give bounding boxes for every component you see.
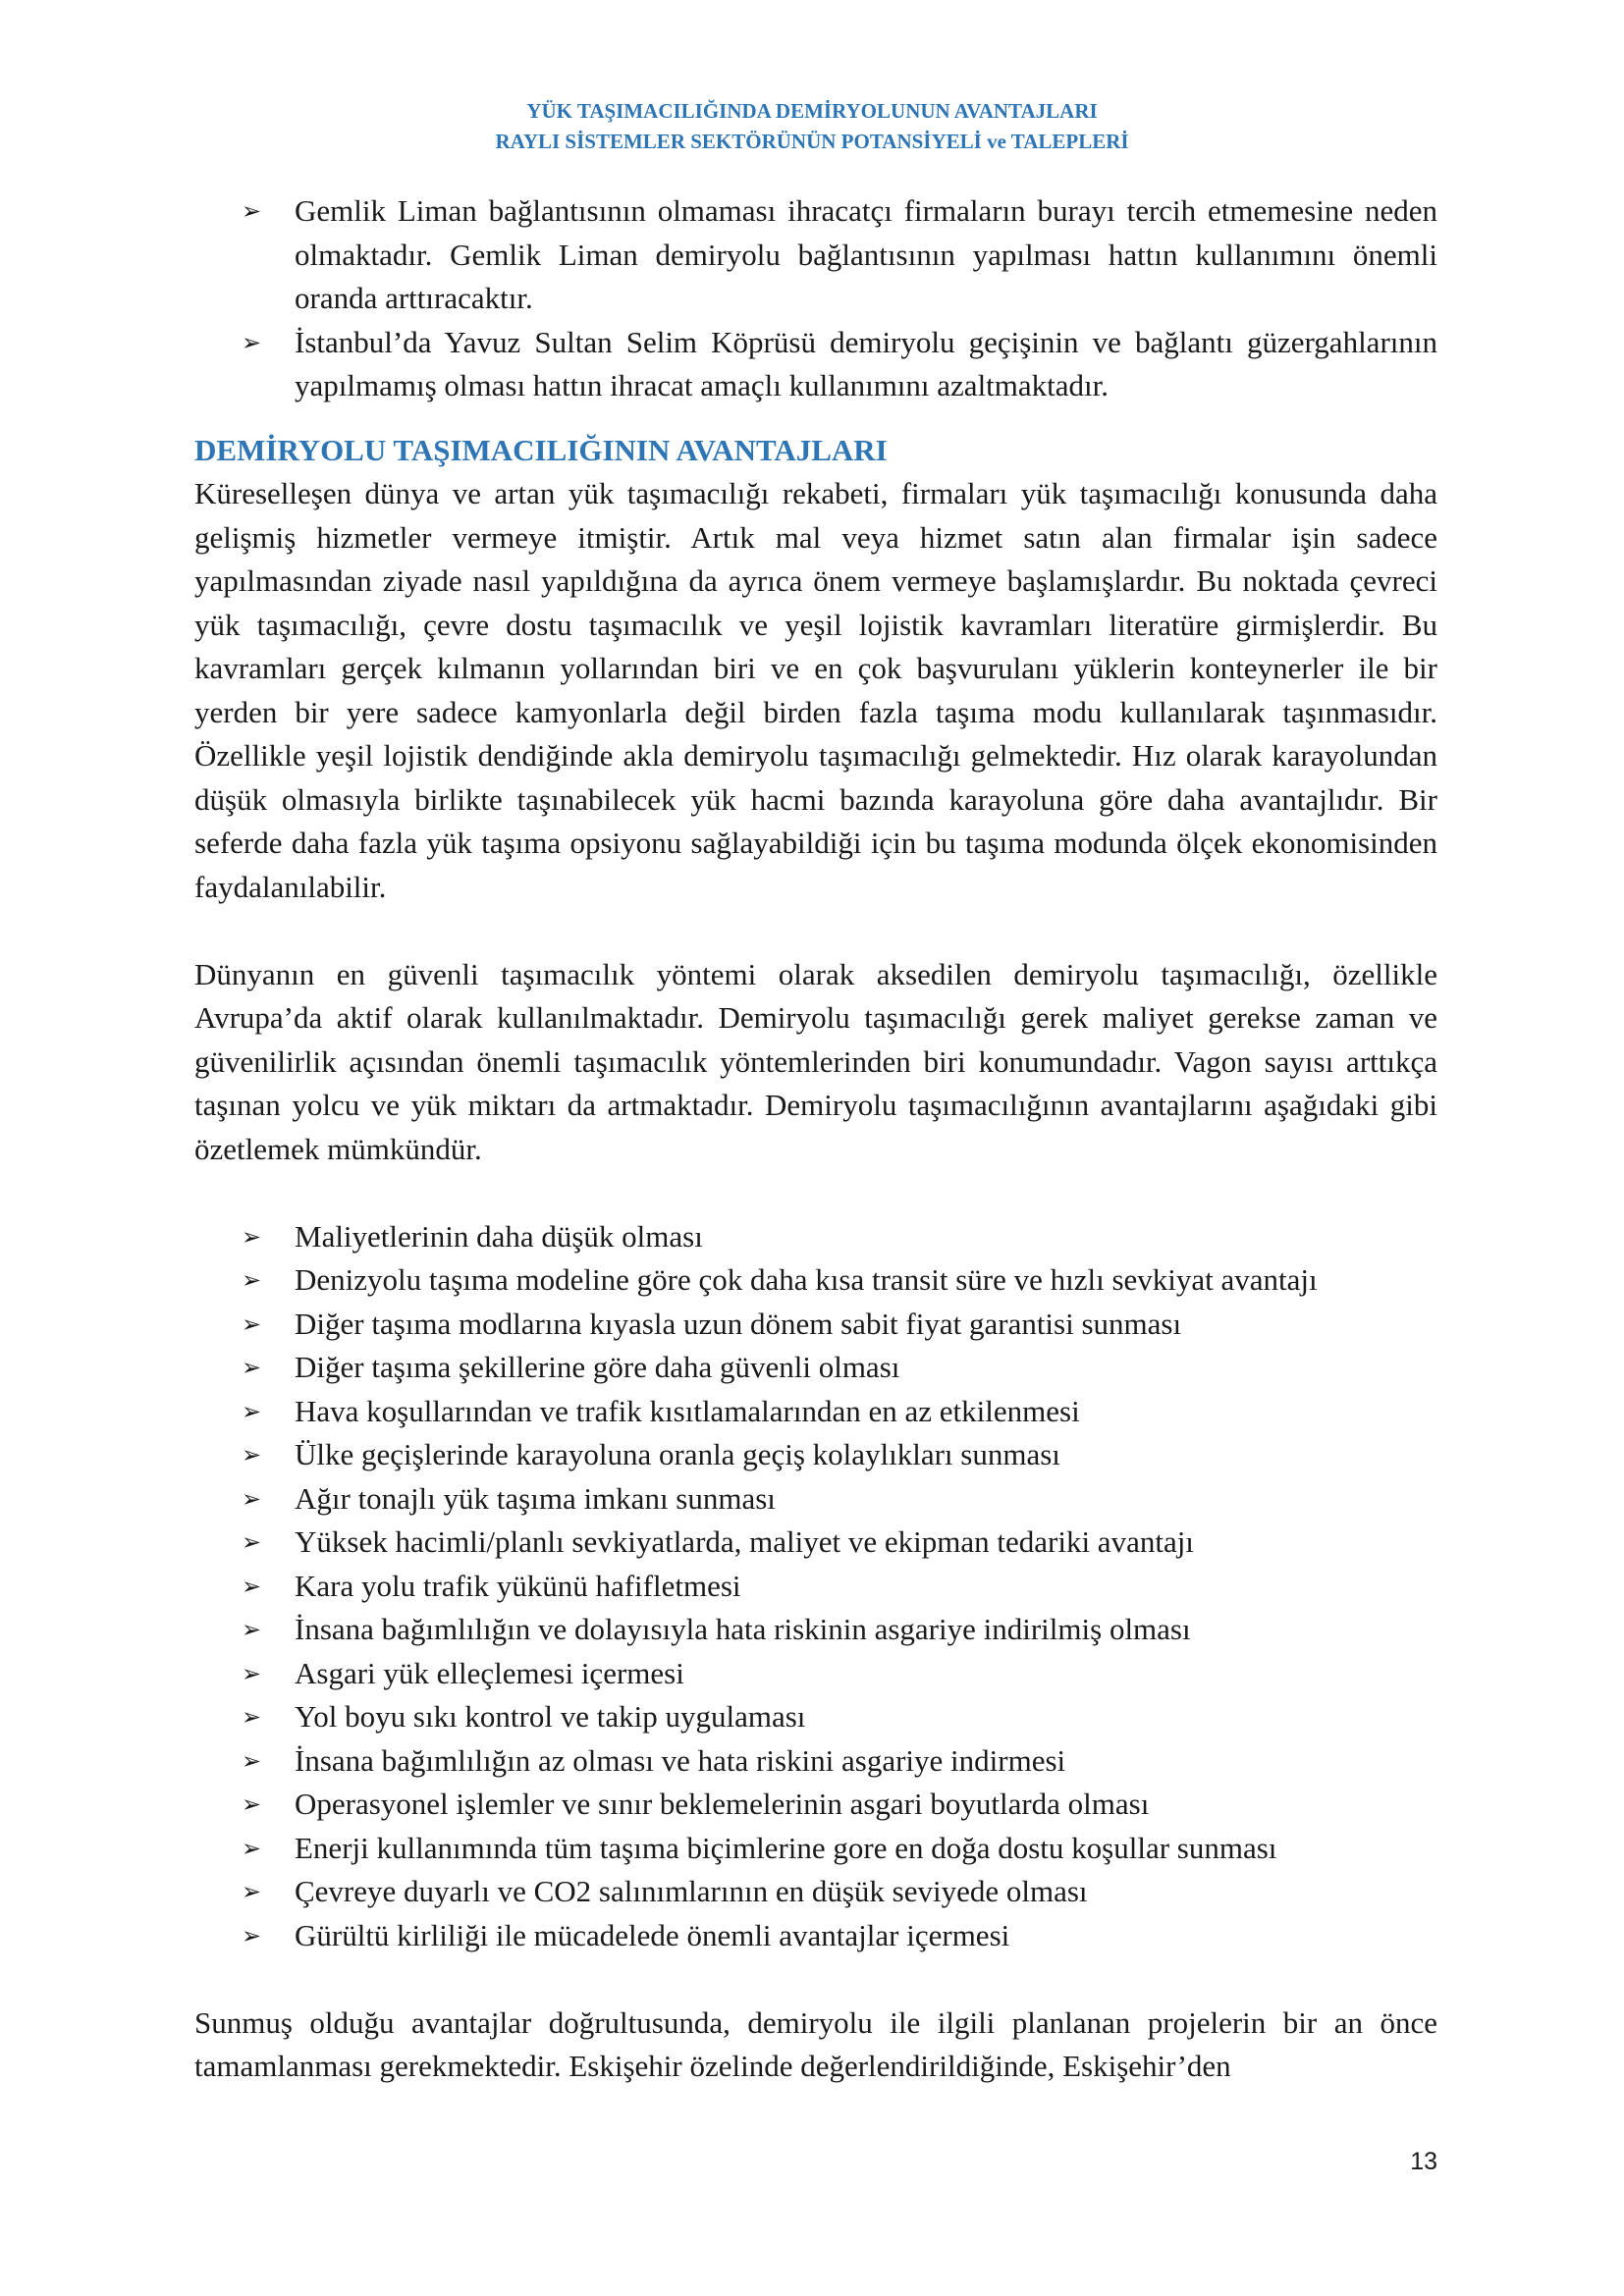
- arrowhead-bullet-icon: ➢: [242, 1441, 262, 1468]
- arrowhead-bullet-icon: ➢: [242, 1746, 262, 1775]
- arrowhead-bullet-icon: ➢: [242, 1266, 262, 1294]
- list-item: [194, 1870, 1437, 1914]
- arrowhead-bullet-icon: ➢: [242, 1659, 262, 1687]
- arrowhead-bullet-icon: ➢: [242, 1878, 262, 1905]
- paragraph-2: Dünyanın en güvenli taşımacılık yöntemi olarak aksedilen demiryolu taşımacılığı, özellikle Avrupa’da aktif olarak kullanılmaktadır. Demiryolu taşımacılığı gerek maliyet gerekse zaman ve güvenilirlik açısından önemli taşımacılık yöntemlerinden biri konumundadır. Vagon sayısı arttıkça taşınan yolcu ve yük miktarı da artmaktadır. Demiryolu taşımacılığının avantajlarını aşağıdaki gibi özetlemek mümkündür.: [194, 956, 1437, 1166]
- list-item: [194, 1565, 1437, 1609]
- list-item-text: İstanbul’da Yavuz Sultan Selim Köprüsü demiryolu geçişinin ve bağlantı güzergahlarının yapılmamış olması hattın ihracat amaçlı kullanımını azaltmaktadır.: [295, 324, 1437, 402]
- list-item: [194, 1914, 1437, 1958]
- paragraph-spacer: [194, 1957, 1437, 2002]
- arrowhead-bullet-icon: ➢: [242, 1528, 262, 1556]
- list-item: [194, 1258, 1437, 1303]
- list-item: [194, 1521, 1437, 1565]
- list-item-text: Operasyonel işlemler ve sınır beklemelerinin asgari boyutlarda olması: [295, 1787, 1150, 1821]
- arrowhead-bullet-icon: ➢: [242, 1397, 262, 1425]
- list-item: [194, 1783, 1437, 1827]
- list-item-text: Enerji kullanımında tüm taşıma biçimlerine gore en doğa dostu koşullar sunması: [295, 1830, 1277, 1865]
- list-item: [194, 1695, 1437, 1739]
- running-header: [0, 96, 1624, 157]
- arrowhead-bullet-icon: ➢: [242, 1834, 262, 1862]
- list-item: [194, 1739, 1437, 1784]
- page-number: 13: [1410, 2148, 1437, 2175]
- arrowhead-bullet-icon: ➢: [242, 1484, 262, 1513]
- arrowhead-bullet-icon: ➢: [242, 1703, 262, 1731]
- list-item: [194, 1433, 1437, 1477]
- advantages-list: [194, 1215, 1437, 1958]
- arrowhead-bullet-icon: ➢: [242, 1921, 262, 1949]
- list-item-text: İnsana bağımlılığın az olması ve hata riskini asgariye indirmesi: [295, 1742, 1066, 1778]
- list-item-text: Gürültü kirliliği ile mücadelede önemli avantajlar içermesi: [295, 1917, 1010, 1952]
- main-content: [194, 189, 1437, 2089]
- list-item-text: Yol boyu sıkı kontrol ve takip uygulaması: [295, 1699, 806, 1734]
- list-item: [194, 1390, 1437, 1434]
- list-item-text: Yüksek hacimli/planlı sevkiyatlarda, maliyet ve ekipman tedariki avantajı: [295, 1524, 1194, 1559]
- arrowhead-bullet-icon: ➢: [242, 1354, 262, 1381]
- header-line-1: YÜK TAŞIMACILIĞINDA DEMİRYOLUNUN AVANTAJLARI: [526, 99, 1098, 123]
- list-item-text: Diğer taşıma modlarına kıyasla uzun dönem sabit fiyat garantisi sunması: [295, 1306, 1182, 1341]
- list-item: [194, 1303, 1437, 1347]
- paragraph-spacer: [194, 909, 1437, 953]
- list-item: [194, 1608, 1437, 1652]
- list-item-text: Ülke geçişlerinde karayoluna oranla geçiş kolaylıkları sunması: [295, 1437, 1060, 1471]
- paragraph-1: Küreselleşen dünya ve artan yük taşımacılığı rekabeti, firmaları yük taşımacılığı konusunda daha gelişmiş hizmetler vermeye itmiştir. Artık mal veya hizmet satın alan firmalar işin sadece yapılmasından ziyade nasıl yapıldığına da ayrıca önem vermeye başlamışlardır. Bu noktada çevreci yük taşımacılığı, çevre dostu taşımacılık ve yeşil lojistik kavramları literatüre girmişlerdir. Bu kavramları gerçek kılmanın yollarından biri ve en çok başvurulanı yüklerin konteynerler ile bir yerden bir yere sadece kamyonlarla değil birden fazla taşıma modu kullanılarak taşınmasıdır. Özellikle yeşil lojistik dendiğinde akla demiryolu taşımacılığı gelmektedir. Hız olarak karayolundan düşük olmasıyla birlikte taşınabilecek yük hacmi bazında karayoluna göre daha avantajlıdır. Bir seferde daha fazla yük taşıma opsiyonu sağlayabildiği için bu taşıma modunda ölçek ekonomisinden faydalanılabilir.: [194, 476, 1437, 904]
- list-item-text: Kara yolu trafik yükünü hafifletmesi: [295, 1568, 741, 1603]
- list-item: [194, 321, 1437, 408]
- list-item-text: Gemlik Liman bağlantısının olmaması ihracatçı firmaların burayı tercih etmemesine neden olmaktadır. Gemlik Liman demiryolu bağlantısının yapılması hattın kullanımını önemli oranda arttıracaktır.: [295, 193, 1437, 315]
- list-item: [194, 1652, 1437, 1696]
- header-line-2: RAYLI SİSTEMLER SEKTÖRÜNÜN POTANSİYELİ ve TALEPLERİ: [495, 130, 1129, 153]
- arrowhead-bullet-icon: ➢: [242, 1790, 262, 1818]
- list-item-text: Asgari yük elleçlemesi içermesi: [295, 1655, 684, 1690]
- arrowhead-bullet-icon: ➢: [242, 1616, 262, 1643]
- paragraph-spacer: [194, 1171, 1437, 1215]
- list-item: [194, 1215, 1437, 1259]
- arrowhead-bullet-icon: ➢: [242, 1572, 262, 1600]
- arrowhead-bullet-icon: ➢: [242, 197, 262, 225]
- list-item-text: Hava koşullarından ve trafik kısıtlamalarından en az etkilenmesi: [295, 1393, 1080, 1428]
- list-item: [194, 1346, 1437, 1390]
- arrowhead-bullet-icon: ➢: [242, 1309, 262, 1338]
- list-item-text: Denizyolu taşıma modeline göre çok daha kısa transit süre ve hızlı sevkiyat avantajı: [295, 1262, 1318, 1297]
- list-item: [194, 1477, 1437, 1522]
- list-item: [194, 1827, 1437, 1871]
- list-item-text: İnsana bağımlılığın ve dolayısıyla hata riskinin asgariye indirilmiş olması: [295, 1612, 1191, 1646]
- arrowhead-bullet-icon: ➢: [242, 328, 262, 356]
- arrowhead-bullet-icon: ➢: [242, 1222, 262, 1251]
- list-item-text: Maliyetlerinin daha düşük olması: [295, 1218, 703, 1254]
- intro-bullet-list: [194, 189, 1437, 408]
- paragraph-3: Sunmuş olduğu avantajlar doğrultusunda, demiryolu ile ilgili planlanan projelerin bir an önce tamamlanması gerekmektedir. Eskişehir özelinde değerlendirildiğinde, Eskişehir’den: [194, 2004, 1437, 2083]
- list-item: [194, 189, 1437, 321]
- list-item-text: Ağır tonajlı yük taşıma imkanı sunması: [295, 1480, 776, 1516]
- list-item-text: Çevreye duyarlı ve CO2 salınımlarının en düşük seviyede olması: [295, 1874, 1088, 1908]
- section-heading: DEMİRYOLU TAŞIMACILIĞININ AVANTAJLARI: [194, 432, 888, 467]
- list-item-text: Diğer taşıma şekillerine göre daha güvenli olması: [295, 1350, 900, 1384]
